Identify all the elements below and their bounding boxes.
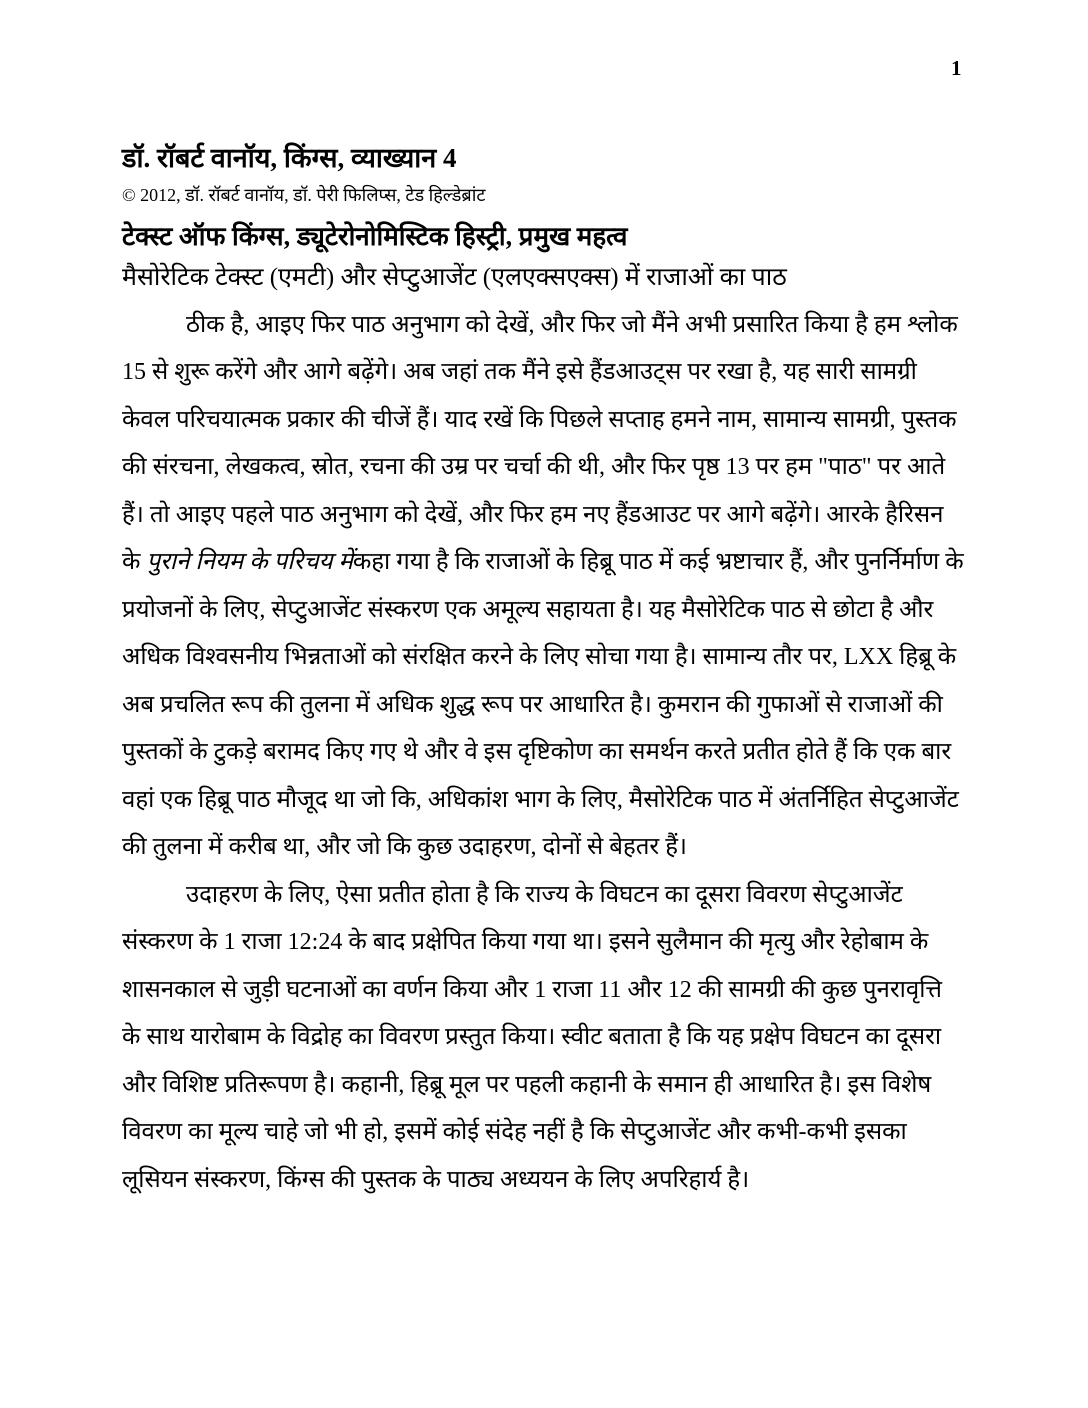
copyright-line: © 2012, डॉ. रॉबर्ट वानॉय, डॉ. पेरी फिलिप्स, टेड हिल्डेब्रांट bbox=[122, 185, 486, 206]
paragraph-2-text: उदाहरण के लिए, ऐसा प्रतीत होता है कि राज्य के विघटन का दूसरा विवरण सेप्टुआजेंट संस्करण के 1 राजा 12:24 के बाद प्रक्षेपित किया गया था। इसने सुलैमान की मृत्यु और रेहोबाम के शासनकाल से जुड़ी घटनाओं का वर्णन किया और 1 राजा 11 और 12 की सामग्री की कुछ पुनरावृत्ति के साथ यारोबाम के विद्रोह का विवरण प्रस्तुत किया। स्वीट बताता है कि यह प्रक्षेप विघटन का दूसरा और विशिष्ट प्रतिरूपण है। कहानी, हिब्रू मूल पर पहली कहानी के समान ही आधारित है। इस विशेष विवरण का मूल्य चाहे जो भी हो, इसमें कोई संदेह नहीं है कि सेप्टुआजेंट और कभी-कभी इसका लूसियन संस्करण, किंग्स की पुस्तक के पाठ्य अध्ययन के लिए अपरिहार्य है। bbox=[122, 881, 943, 1193]
paragraph-2 bbox=[122, 872, 965, 1205]
subsection-heading: मैसोरेटिक टेक्स्ट (एमटी) और सेप्टुआजेंट (एलएक्सएक्स) में राजाओं का पाठ bbox=[122, 263, 787, 291]
section-heading: टेक्स्ट ऑफ किंग्स, ड्यूटेरोनोमिस्टिक हिस्ट्री, प्रमुख महत्व bbox=[122, 221, 628, 251]
document-title: डॉ. रॉबर्ट वानॉय, किंग्स, व्याख्यान 4 bbox=[122, 143, 457, 173]
page-number: 1 bbox=[951, 56, 962, 80]
paragraph-1-text: ठीक है, आइए फिर पाठ अनुभाग को देखें, और फिर जो मैंने अभी प्रसारित किया है हम श्लोक 15 से शुरू करेंगे और आगे बढ़ेंगे। अब जहां तक मैंने इसे हैंडआउट्स पर रखा है, यह सारी सामग्री केवल परिचयात्मक प्रकार की चीजें हैं। याद रखें कि पिछले सप्ताह हमने नाम, सामान्य सामग्री, पुस्तक की संरचना, लेखकत्व, स्रोत, रचना की उम्र पर चर्चा की थी, और फिर पृष्ठ 13 पर हम "पाठ" पर आते हैं। तो आइए पहले पाठ अनुभाग को देखें, और फिर हम नए हैंडआउट पर आगे बढ़ेंगे। आरके हैरिसन के bbox=[122, 311, 958, 576]
document-content bbox=[122, 0, 965, 1204]
book-title-italic: पुराने नियम के परिचय में bbox=[146, 549, 353, 576]
paragraph-1-continuation: कहा गया है कि राजाओं के हिब्रू पाठ में कई भ्रष्टाचार हैं, और पुनर्निर्माण के प्रयोजनों के लिए, सेप्टुआजेंट संस्करण एक अमूल्य सहायता है। यह मैसोरेटिक पाठ से छोटा है और अधिक विश्वसनीय भिन्नताओं को संरक्षित करने के लिए सोचा गया है। सामान्य तौर पर, LXX हिब्रू के अब प्रचलित रूप की तुलना में अधिक शुद्ध रूप पर आधारित है। कुमरान की गुफाओं से राजाओं की पुस्तकों के टुकड़े बरामद किए गए थे और वे इस दृष्टिकोण का समर्थन करते प्रतीत होते हैं कि एक बार वहां एक हिब्रू पाठ मौजूद था जो कि, अधिकांश भाग के लिए, मैसोरेटिक पाठ में अंतर्निहित सेप्टुआजेंट की तुलना में करीब था, और जो कि कुछ उदाहरण, दोनों से बेहतर हैं। bbox=[122, 549, 964, 861]
paragraph-1 bbox=[122, 302, 965, 872]
